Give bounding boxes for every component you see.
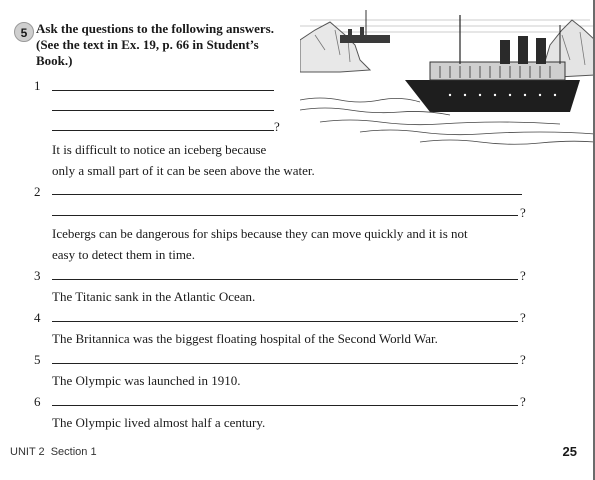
answer-text: The Olympic lived almost half a century.: [52, 415, 266, 430]
item-number: 2: [34, 184, 41, 199]
item-number: 6: [34, 394, 41, 409]
item-number: 5: [34, 352, 41, 367]
answer-blank-line[interactable]: [52, 194, 522, 195]
answer-text: easy to detect them in time.: [52, 247, 195, 262]
answer-blank-line[interactable]: [52, 215, 518, 216]
answer-blank-line[interactable]: [52, 405, 518, 406]
instruction-line: (See the text in Ex. 19, p. 66 in Student’s: [36, 37, 259, 52]
answer-blank-line[interactable]: [52, 363, 518, 364]
question-mark: ?: [520, 352, 526, 367]
answer-blank-line[interactable]: [52, 130, 274, 131]
answer-text: The Titanic sank in the Atlantic Ocean.: [52, 289, 256, 304]
page-number: 25: [562, 444, 577, 459]
answer-blank-line[interactable]: [52, 279, 518, 280]
ship-illustration: [300, 0, 595, 150]
instruction-line: Ask the questions to the following answers.: [36, 21, 274, 36]
footer-unit-section: [10, 446, 97, 458]
item-number: 1: [34, 78, 41, 93]
answer-blank-line[interactable]: [52, 321, 518, 322]
answer-blank-line[interactable]: [52, 110, 274, 111]
question-mark: ?: [520, 394, 526, 409]
exercise-number-badge: 5: [14, 22, 34, 42]
answer-blank-line[interactable]: [52, 90, 274, 91]
footer-section: Section 1: [50, 446, 97, 458]
footer-unit: UNIT 2: [10, 446, 45, 458]
answer-text: The Britannica was the biggest floating hospital of the Second World War.: [52, 331, 438, 346]
exercise-instruction: [36, 21, 296, 69]
answer-text: only a small part of it can be seen above the water.: [52, 163, 315, 178]
question-mark: ?: [520, 310, 526, 325]
instruction-line: Book.): [36, 53, 73, 68]
answer-text: Icebergs can be dangerous for ships because they can move quickly and it is not: [52, 226, 468, 241]
answer-text: The Olympic was launched in 1910.: [52, 373, 241, 388]
answer-text: It is difficult to notice an iceberg because: [52, 142, 267, 157]
question-mark: ?: [520, 205, 526, 220]
item-number: 4: [34, 310, 41, 325]
question-mark: ?: [520, 268, 526, 283]
question-mark: ?: [274, 119, 280, 134]
item-number: 3: [34, 268, 41, 283]
